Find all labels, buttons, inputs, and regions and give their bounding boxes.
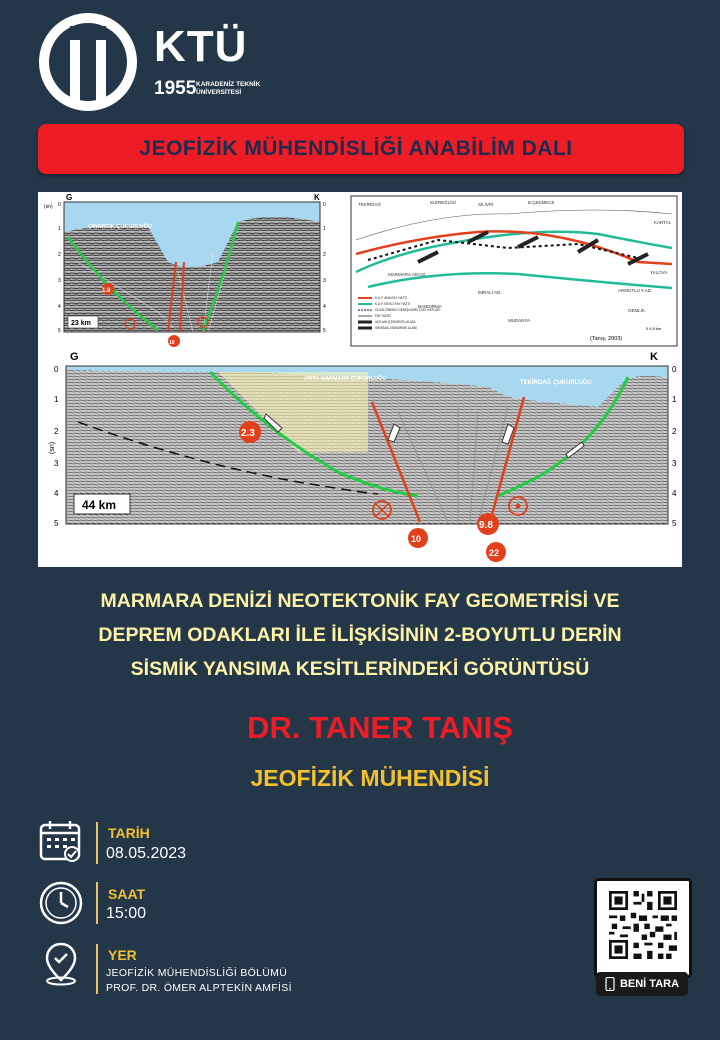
map-credit: (Tanış, 2003) (590, 336, 623, 342)
top-left-tick: 3 (58, 278, 61, 284)
logo-university: KARADENİZ TEKNİK ÜNİVERSİTESİ (196, 81, 261, 96)
clock-icon (38, 880, 84, 926)
map-legend-item: K.A.F. ANA FAY HATTI (375, 296, 408, 300)
bottom-depth-label: 10 (411, 534, 422, 544)
top-right-map (351, 196, 677, 346)
top-left-tick-right: 5 (323, 328, 326, 334)
top-left-tick: 5 (58, 328, 61, 334)
map-place: MARMARA ADASI (388, 272, 426, 277)
bottom-basin-left: ORTA MARMARA ÇUKURLUĞU (304, 376, 387, 382)
map-legend-item: AÇILMA (ÇEKMECE) ALANI (375, 320, 416, 324)
top-left-k-label: K (314, 193, 320, 202)
bottom-k-label: K (650, 351, 658, 363)
top-left-tick-right: 0 (323, 202, 326, 208)
bottom-tick-right: 2 (672, 427, 677, 436)
bottom-tick: 1 (54, 395, 59, 404)
time-divider (96, 882, 98, 924)
map-place: GEMLİK (628, 308, 646, 313)
bottom-section (49, 351, 677, 562)
top-left-tick: 4 (58, 304, 61, 310)
phone-icon (605, 977, 615, 991)
talk-title-line: DEPREM ODAKLARI İLE İLİŞKİSİNİN 2-BOYUTLU DERİN (98, 624, 622, 646)
map-place: BANDIRMA (418, 304, 442, 309)
map-place: M.EREĞLİSİ (430, 200, 456, 205)
department-banner (38, 124, 684, 174)
date-label: TARİH (108, 825, 150, 841)
map-place: ARMUTLU Y.AD. (618, 288, 653, 293)
bottom-depth-label: 22 (489, 548, 500, 558)
map-legend-item: SIKIŞMALI BİNDİRME ALANI (375, 326, 417, 330)
place-value-line: JEOFİZİK MÜHENDİSLİĞİ BÖLÜMÜ (106, 967, 288, 979)
time-label: SAAT (108, 886, 146, 902)
top-left-tick: 0 (58, 202, 61, 208)
date-divider (96, 822, 98, 864)
calendar-icon (38, 818, 84, 864)
bottom-scale: 44 km (82, 498, 117, 512)
bottom-tick-right: 0 (672, 365, 677, 374)
bottom-tick: 3 (54, 459, 59, 468)
map-place: TEKİRDAĞ (358, 202, 382, 207)
map-place: YALOVA (650, 270, 668, 275)
map-legend-item: FAY DİZİSİ (375, 314, 391, 318)
top-left-axis-unit: (sn) (44, 204, 53, 210)
speaker-name: DR. TANER TANIŞ (247, 710, 513, 745)
bottom-axis-unit: (sn) (49, 441, 56, 454)
map-place: İMRALI AD. (478, 290, 502, 295)
bottom-tick: 5 (54, 519, 59, 528)
bottom-tick-right: 1 (672, 395, 677, 404)
logo-text: KTÜ (154, 22, 248, 71)
place-value-line: PROF. DR. ÖMER ALPTEKİN AMFİSİ (106, 982, 292, 994)
top-left-tick-right: 4 (323, 304, 326, 310)
bottom-tick: 4 (54, 489, 59, 498)
bottom-tick-right: 3 (672, 459, 677, 468)
top-left-scale: 23 km (71, 320, 91, 327)
department-title: JEOFİZİK MÜHENDİSLİĞİ ANABİLİM DALI (139, 137, 573, 160)
bottom-tick: 2 (54, 427, 59, 436)
map-place: MUDANYA (508, 318, 531, 323)
top-left-g-label: G (66, 193, 73, 202)
talk-title-line: MARMARA DENİZİ NEOTEKTONİK FAY GEOMETRİSİ VE (100, 590, 620, 612)
qr-code[interactable] (594, 878, 692, 978)
seismic-figure (38, 192, 682, 567)
map-place: KARTAL (654, 220, 672, 225)
talk-title (40, 584, 680, 686)
place-value (106, 966, 292, 996)
bottom-g-label: G (70, 351, 79, 363)
map-place: B.ÇEKMECE (528, 200, 555, 205)
scan-me-label: BENİ TARA (619, 978, 680, 990)
bottom-tick-right: 5 (672, 519, 677, 528)
bottom-depth-label: 9.8 (479, 520, 493, 531)
top-left-depth-label: 1.9 (102, 288, 111, 294)
place-label: YER (108, 947, 137, 963)
bottom-tick-right: 4 (672, 489, 677, 498)
top-left-section (44, 193, 326, 347)
map-legend-item: K.A.F. İKİNCİ FAY HATTI (375, 302, 411, 306)
top-left-tick-right: 2 (323, 252, 326, 258)
time-value: 15:00 (106, 905, 147, 922)
logo-year: 1955 (154, 78, 197, 99)
top-left-tick-right: 1 (323, 226, 326, 232)
talk-title-line: SİSMİK YANSIMA KESİTLERİNDEKİ GÖRÜNTÜSÜ (130, 658, 590, 680)
map-scale: 0 4 8 km (646, 326, 662, 331)
date-value: 08.05.2023 (106, 845, 187, 862)
location-icon (38, 940, 84, 986)
top-left-basin-label: ÇINARCIK ÇUKURLUĞU (88, 224, 152, 230)
top-left-tick: 2 (58, 252, 61, 258)
place-divider (96, 944, 98, 994)
speaker-role: JEOFİZİK MÜHENDİSİ (250, 765, 490, 791)
qr-code-icon (609, 891, 677, 959)
top-left-depth-label: 10 (169, 340, 175, 346)
map-place: SİLİVRİ (478, 202, 494, 207)
scan-me-button[interactable] (596, 972, 688, 996)
map-legend-item: OLASI ÖNEMLİ GENİŞLEMELİ FAY HATLARI (375, 308, 441, 312)
top-left-tick-right: 3 (323, 278, 326, 284)
bottom-basin-right: TEKİRDAĞ ÇUKURLUĞU (520, 380, 592, 386)
bottom-depth-label: 2.3 (241, 428, 255, 439)
bottom-tick: 0 (54, 365, 59, 374)
top-left-tick: 1 (58, 226, 61, 232)
